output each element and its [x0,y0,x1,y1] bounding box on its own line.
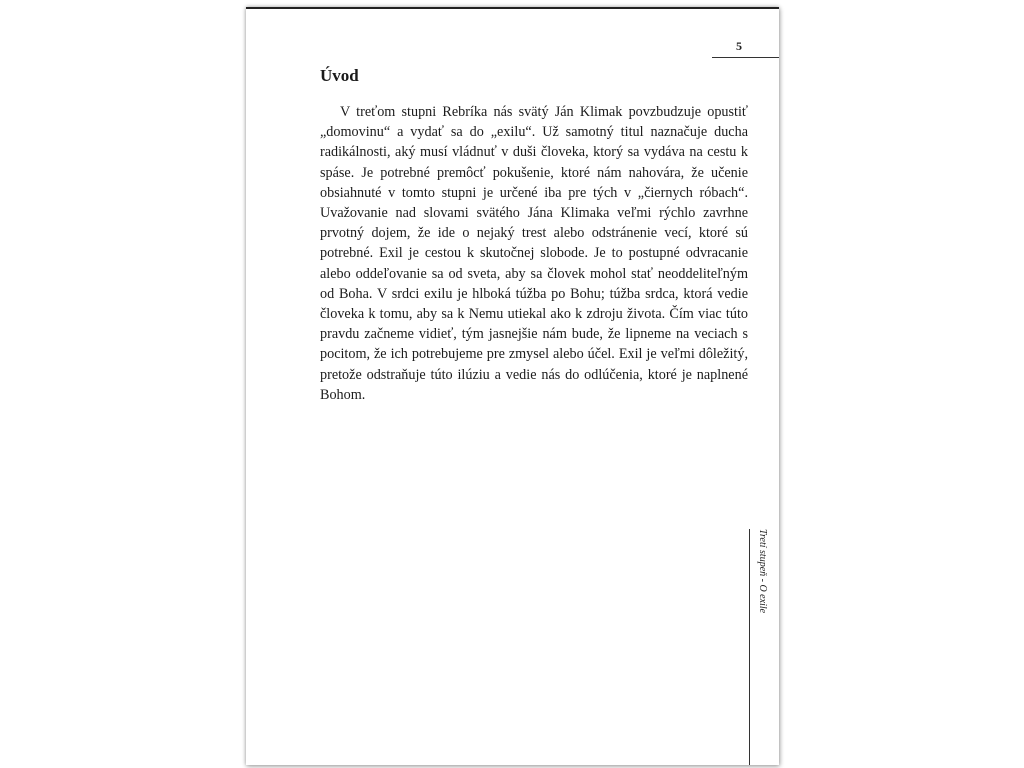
running-title: Tretí stupeň - O exile [757,529,768,614]
header-rule [712,57,779,58]
page-number: 5 [736,39,742,53]
body-paragraph: V treťom stupni Rebríka nás svätý Ján Klimak povzbudzuje opustiť „domovinu“ a vydať sa do „exilu“. Už samotný titul naznačuje ducha radikálnosti, aký musí vládnuť v duši človeka, ktorý sa vydáva na cestu k spáse. Je potrebné premôcť pokušenie, ktoré nám nahovára, že učenie obsiahnuté v tomto stupni je určené iba pre tých v „čiernych róbach“. Uvažovanie nad slovami svätého Jána Klimaka veľmi rýchlo zavrhne prvotný dojem, že ide o nejaký trest alebo odstránenie vecí, ktoré sú potrebné. Exil je cestou k skutočnej slobode. Je to postupné odvracanie alebo oddeľovanie sa od sveta, aby sa človek mohol stať neoddeliteľným od Boha. V srdci exilu je hlboká túžba po Bohu; túžba srdca, ktorá vedie človeka k tomu, aby sa k Nemu utiekal ako k zdroju života. Čím viac túto pravdu začneme vidieť, tým jasnejšie nám bude, že lipneme na veciach s pocitom, že ich potrebujeme pre zmysel alebo účel. Exil je veľmi dôležitý, pretože odstraňuje túto ilúziu a vedie nás do odlúčenia, ktoré je naplnené Bohom. [320,104,748,403]
side-rule [749,529,750,765]
document-page [246,7,779,765]
section-title: Úvod [320,66,359,85]
